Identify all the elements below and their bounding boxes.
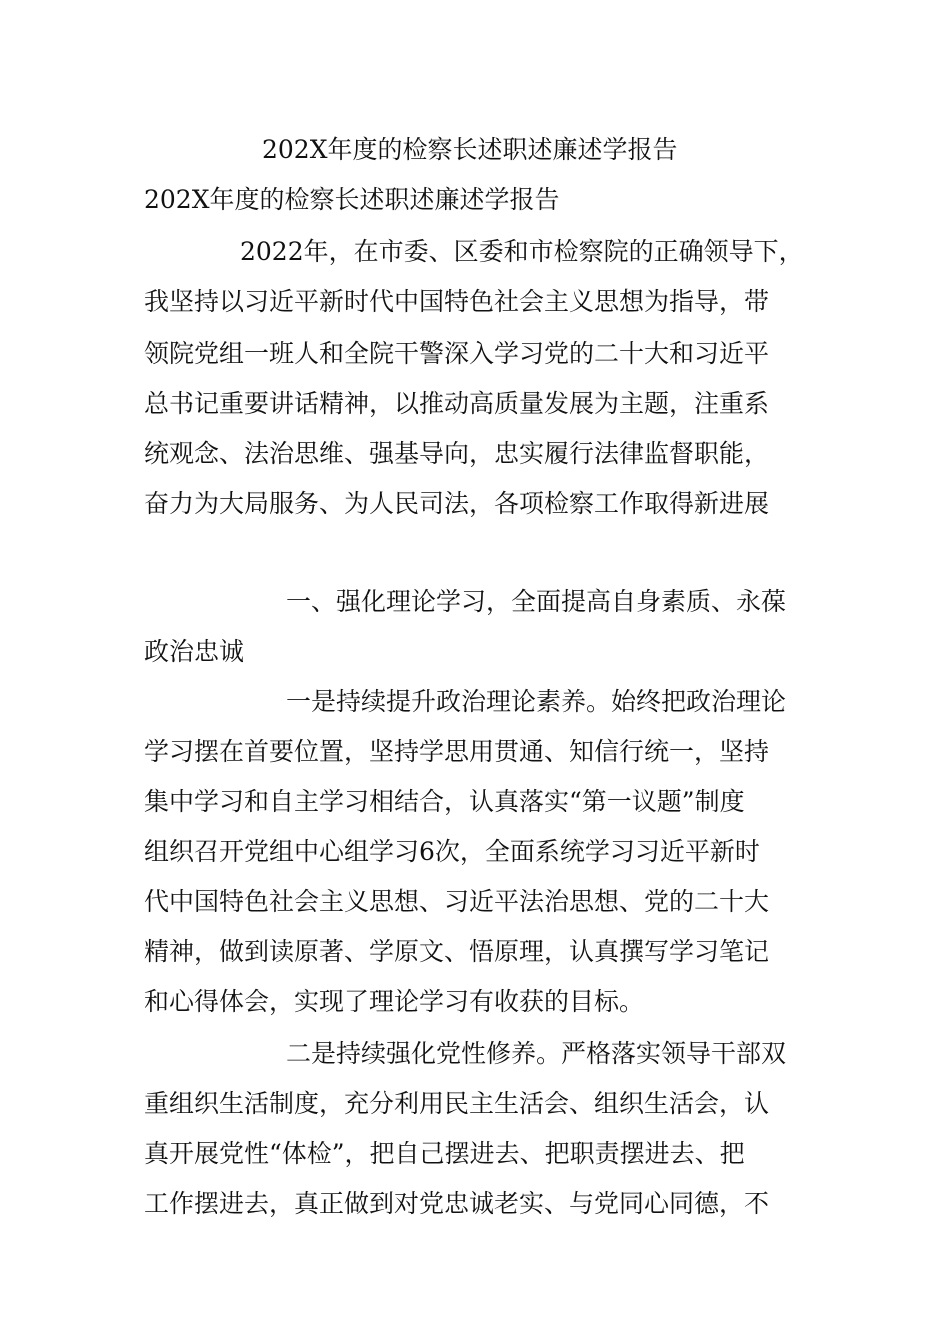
paragraph-line: 集中学习和自主学习相结合，认真落实“第一议题”制度 [144, 787, 745, 816]
paragraph-line: 组织召开党组中心组学习6次，全面系统学习习近平新时 [144, 837, 760, 866]
paragraph-line: 和心得体会，实现了理论学习有收获的目标。 [144, 987, 645, 1016]
intro-line: 2022年，在市委、区委和市检察院的正确领导下， [240, 237, 804, 266]
section-heading-line: 一、强化理论学习，全面提高自身素质、永葆 [286, 587, 787, 616]
intro-line: 领院党组一班人和全院干警深入学习党的二十大和习近平 [144, 339, 770, 368]
document-title: 202X年度的检察长述职述廉述学报告 [262, 135, 678, 164]
paragraph-line: 一是持续提升政治理论素养。始终把政治理论 [286, 687, 787, 716]
paragraph-line: 精神，做到读原著、学原文、悟原理，认真撰写学习笔记 [144, 937, 770, 966]
section-heading-line: 政治忠诚 [144, 637, 245, 666]
intro-line: 统观念、法治思维、强基导向，忠实履行法律监督职能， [144, 439, 770, 468]
paragraph-line: 二是持续强化党性修养。严格落实领导干部双 [286, 1039, 787, 1068]
intro-line: 奋力为大局服务、为人民司法，各项检察工作取得新进展 [144, 489, 770, 518]
paragraph-line: 工作摆进去，真正做到对党忠诚老实、与党同心同德，不 [144, 1189, 770, 1218]
intro-line: 总书记重要讲话精神，以推动高质量发展为主题，注重系 [144, 389, 770, 418]
intro-line: 我坚持以习近平新时代中国特色社会主义思想为指导，带 [144, 287, 770, 316]
document-subtitle: 202X年度的检察长述职述廉述学报告 [144, 185, 560, 214]
paragraph-line: 重组织生活制度，充分利用民主生活会、组织生活会，认 [144, 1089, 770, 1118]
paragraph-line: 学习摆在首要位置，坚持学思用贯通、知信行统一，坚持 [144, 737, 770, 766]
paragraph-line: 真开展党性“体检”，把自己摆进去、把职责摆进去、把 [144, 1139, 745, 1168]
paragraph-line: 代中国特色社会主义思想、习近平法治思想、党的二十大 [144, 887, 770, 916]
